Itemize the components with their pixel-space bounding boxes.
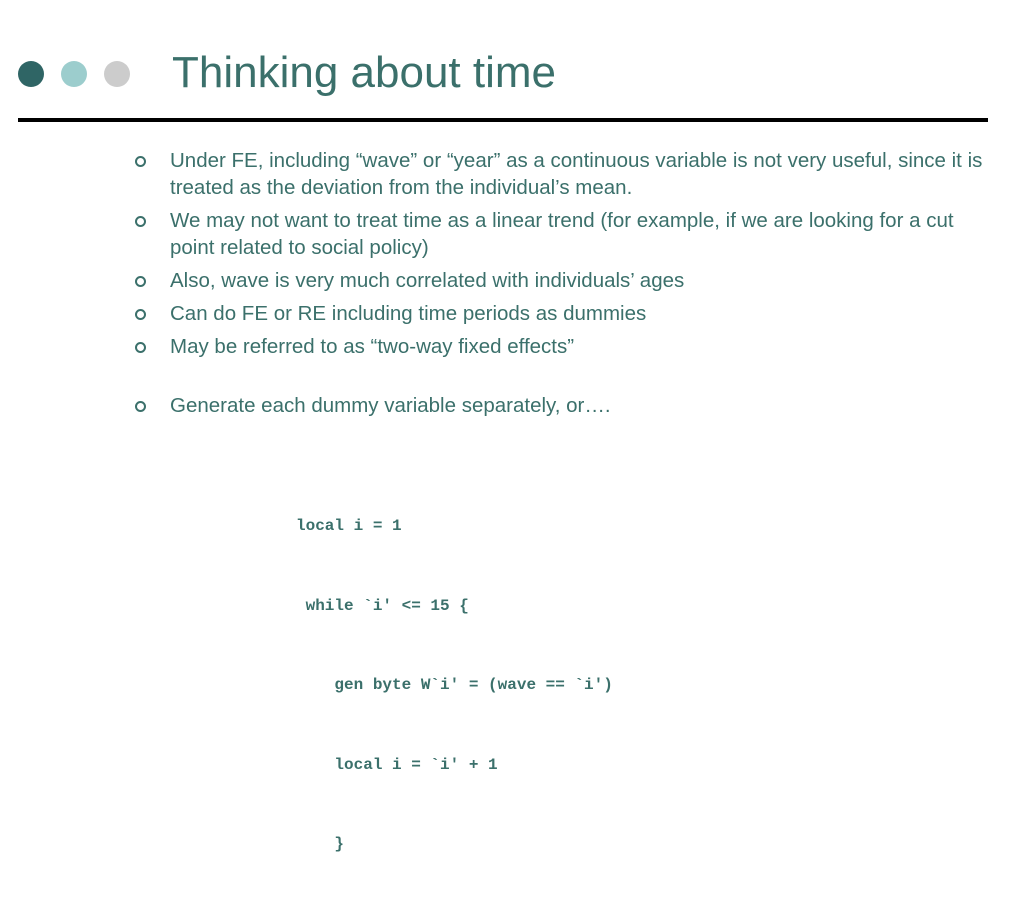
code-line: gen byte W`i' = (wave == `i') [296,676,613,694]
bullet-text: Generate each dummy variable separately, or…. [170,394,611,417]
bullet-list [130,147,990,425]
bullet-text: Under FE, including “wave” or “year” as a continuous variable is not very useful, since it is treated as the deviation from the individual’s mean. [170,149,983,199]
hollow-circle-bullet-icon [135,156,146,167]
bullet-text: May be referred to as “two-way fixed effects” [170,335,575,358]
hollow-circle-bullet-icon [135,276,146,287]
bullet-text: Can do FE or RE including time periods as dummies [170,302,647,325]
light-teal-circle-icon [61,61,87,87]
code-line: } [296,835,345,853]
bullet-item [130,207,990,261]
bullet-item [130,147,990,201]
hollow-circle-bullet-icon [135,401,146,412]
bullet-text: Also, wave is very much correlated with individuals’ ages [170,269,685,292]
bullet-item [130,267,990,294]
code-block [296,460,613,911]
dark-teal-circle-icon [18,61,44,87]
bullet-item [130,300,990,327]
hollow-circle-bullet-icon [135,342,146,353]
title-divider [18,118,988,122]
bullet-text: We may not want to treat time as a linear trend (for example, if we are looking for a cut point related to social policy) [170,209,954,259]
bullet-item [130,392,990,419]
code-line: local i = `i' + 1 [296,755,498,774]
code-line: while `i' <= 15 { [296,596,469,615]
hollow-circle-bullet-icon [135,216,146,227]
code-line: local i = 1 [296,517,402,535]
hollow-circle-bullet-icon [135,309,146,320]
bullet-item [130,333,990,360]
gray-circle-icon [104,61,130,87]
slide-title: Thinking about time [172,48,556,97]
